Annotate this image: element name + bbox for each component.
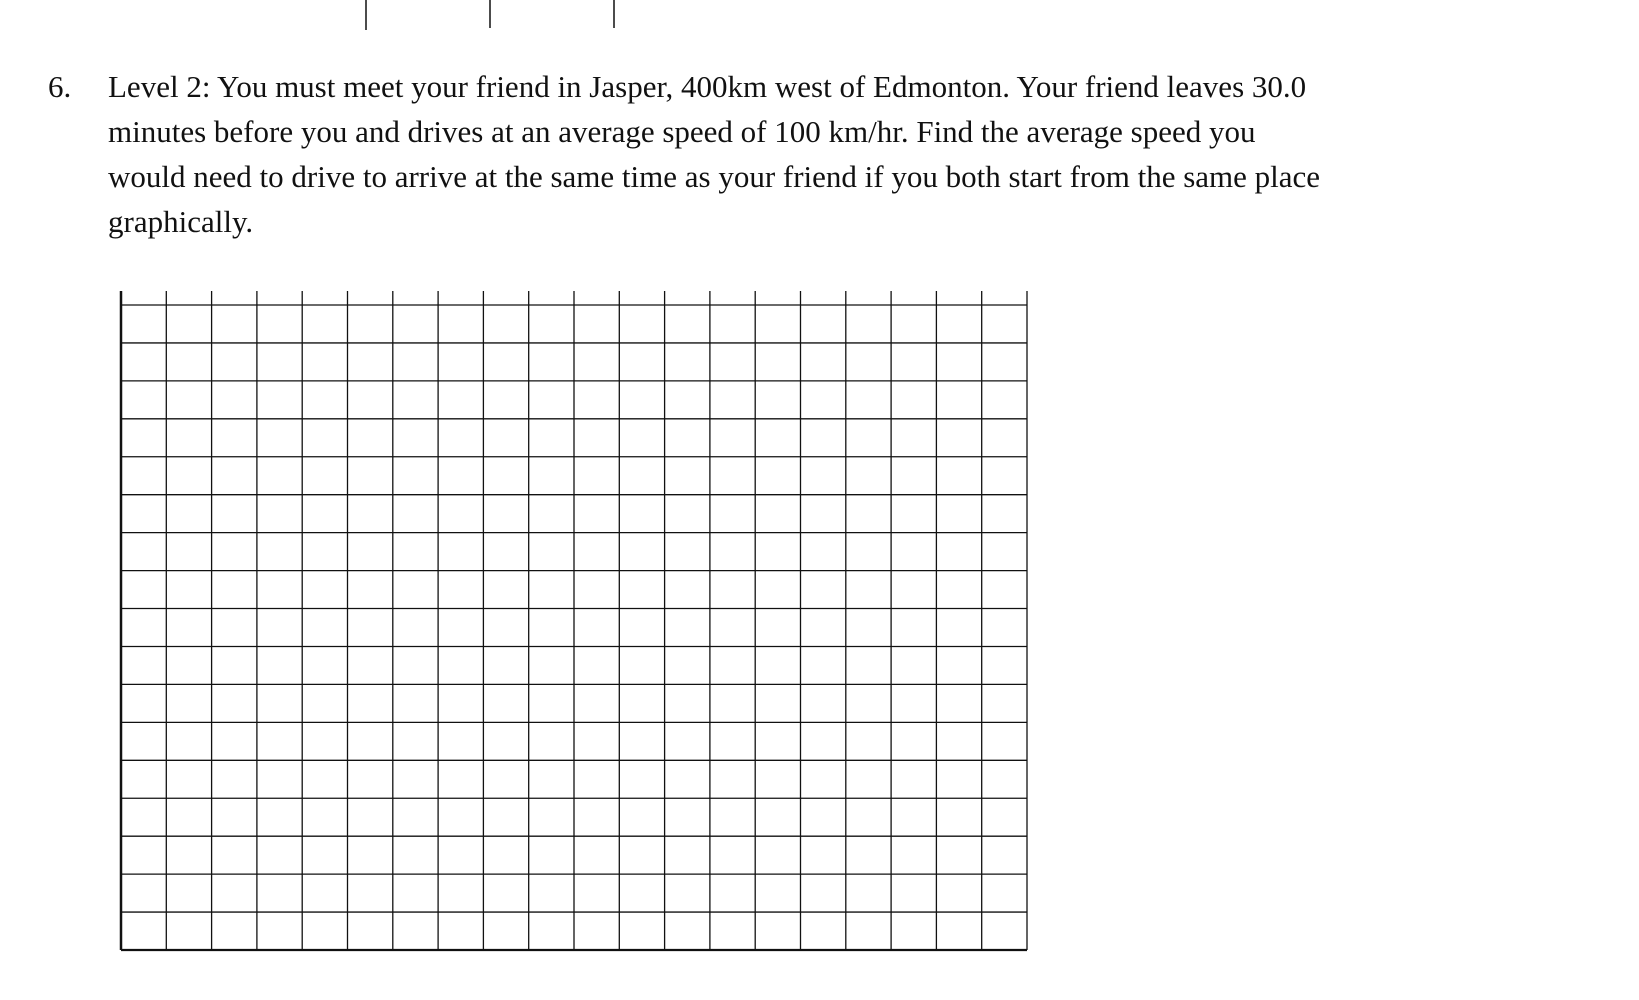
question-line: graphically.: [108, 204, 254, 239]
question-line: minutes before you and drives at an average speed of 100 km/hr. Find the average speed you: [108, 114, 1256, 149]
question-number: 6.: [48, 69, 72, 104]
question-line: would need to drive to arrive at the same time as your friend if you both start from the same place: [108, 159, 1321, 194]
question-line: Level 2: You must meet your friend in Jasper, 400km west of Edmonton. Your friend leaves 30.0: [108, 69, 1307, 104]
